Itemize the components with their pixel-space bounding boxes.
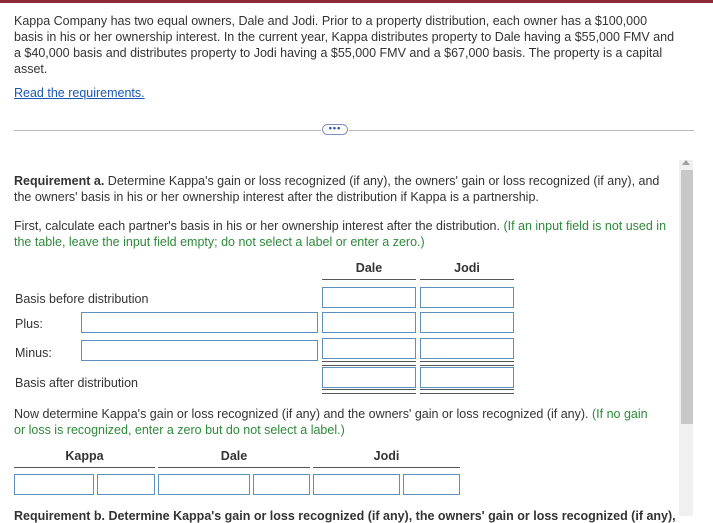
basis-after-dale-double-rule [322,389,416,394]
jodi-label-select[interactable] [313,474,400,495]
divider-right [349,130,694,131]
table1-header-jodi: Jodi [454,261,480,275]
problem-text: Kappa Company has two equal owners, Dale and Jodi. Prior to a property distribution, each owner has a $100,000 basis in his or her ownership interest. In the current year, Kappa distributes property to Dale having a $55,000 FMV and a $40,000 basis and distributes property to Jodi having a $55,000 FMV and a $67,000 basis. The property is a capital asset. [14,14,675,76]
read-requirements-link[interactable]: Read the requirements. [14,86,145,100]
top-accent-bar [0,0,713,3]
expand-dots-button[interactable]: ••• [322,124,348,135]
requirement-b-partial: Requirement b. Determine Kappa's gain or loss recognized (if any), the owners' gain or loss recognized (if any), [14,509,676,523]
row-basis-before-label: Basis before distribution [15,292,149,306]
kappa-label-select[interactable] [14,474,94,495]
basis-after-jodi-input[interactable] [420,367,514,388]
table2-underline-kappa [14,467,155,468]
requirement-a-label: Requirement a. [14,174,105,188]
basis-after-dale-input[interactable] [322,367,416,388]
scroll-up-arrow-icon[interactable] [682,160,690,165]
dale-amount-input[interactable] [253,474,310,495]
dale-label-select[interactable] [158,474,250,495]
read-requirements-link-wrap [14,86,145,100]
scrollbar-thumb[interactable] [681,170,693,424]
plus-label-select[interactable] [81,312,318,333]
table2-underline-jodi [313,467,460,468]
requirement-a-text: Determine Kappa's gain or loss recognized (if any), the owners' gain or loss recognized (if any), and the owners' basis in his or her ownership interest after the distribution if Kappa is a partnership. [14,174,660,204]
minus-dale-input[interactable] [322,338,416,359]
step1-note: (If an input field is not used in the table, leave the input field empty; do not select a label or enter a zero.) [14,219,667,249]
step2-instruction [14,406,654,438]
table2-underline-dale [158,467,310,468]
jodi-amount-input[interactable] [403,474,460,495]
step2-note: (If no gain or loss is recognized, enter a zero but do not select a label.) [14,407,648,437]
table2-header-jodi: Jodi [373,449,400,463]
minus-label-select[interactable] [81,340,318,361]
plus-dale-input[interactable] [322,312,416,333]
table1-header-underline-jodi [420,279,514,280]
table1-header-dale: Dale [355,261,383,275]
step1-text: First, calculate each partner's basis in his or her ownership interest after the distribution. [14,219,504,233]
step1-instruction [14,218,674,250]
row-minus-label: Minus: [15,346,52,360]
minus-jodi-total-rule [420,361,514,366]
minus-dale-total-rule [322,361,416,366]
divider-left [14,130,321,131]
basis-before-dale-input[interactable] [322,287,416,308]
row-basis-after-label: Basis after distribution [15,376,138,390]
table2-header-dale: Dale [220,449,248,463]
basis-after-jodi-double-rule [420,389,514,394]
requirement-a [14,173,674,205]
row-plus-label: Plus: [15,317,43,331]
step2-text: Now determine Kappa's gain or loss recognized (if any) and the owners' gain or loss recognized (if any). [14,407,592,421]
minus-jodi-input[interactable] [420,338,514,359]
basis-before-jodi-input[interactable] [420,287,514,308]
table1-header-underline-dale [322,279,416,280]
kappa-amount-input[interactable] [97,474,155,495]
table2-header-kappa: Kappa [65,449,104,463]
plus-jodi-input[interactable] [420,312,514,333]
problem-statement [14,13,679,77]
